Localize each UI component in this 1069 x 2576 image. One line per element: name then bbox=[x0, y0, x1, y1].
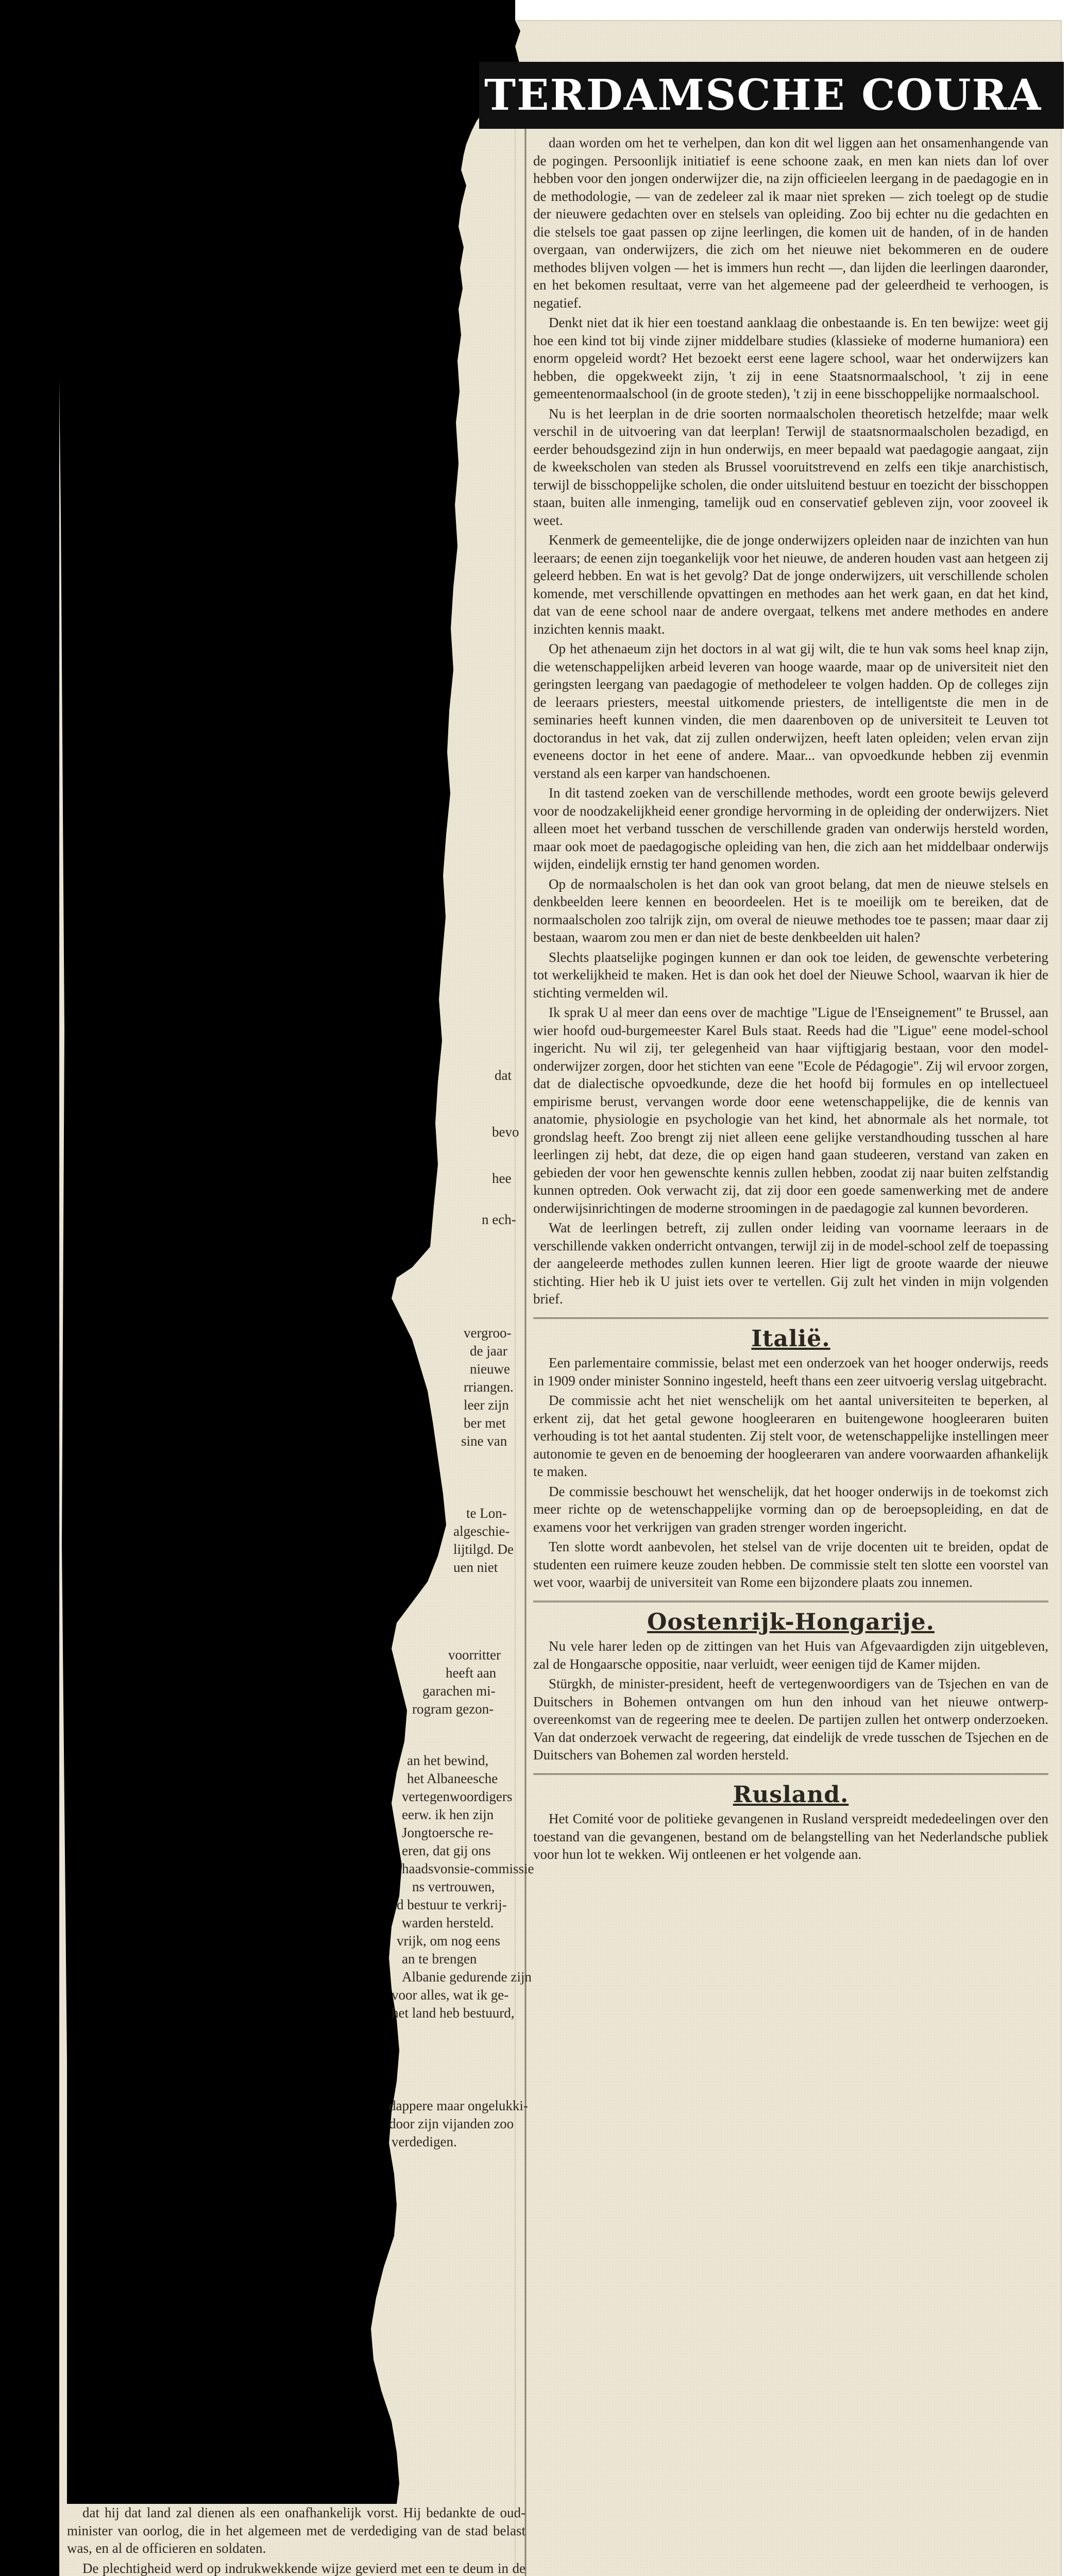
left-fragment: verdedigen. bbox=[392, 2134, 457, 2149]
left-fragment: rriangen. bbox=[464, 1379, 514, 1395]
left-fragment: voor alles, wat ik ge- bbox=[392, 1987, 509, 2003]
article-paragraph: Kenmerk de gemeentelijke, die de jonge onderwijzers opleiden naar de inzichten van hun leeraars; de eenen zijn toegankelijk voor het nieuwe, de anderen houden vast aan hetgeen zij geleerd hebben. En wat is het gevolg? Dat de jonge onderwijzers, uit verschillende scholen komende, met verschillende opvattingen en methodes aan het werk gaan, en dat het kind, dat van de eene school naar de andere overgaat, telkens met andere methodes en andere inzichten kennis maakt. bbox=[533, 532, 1048, 637]
italie-paragraph: Ten slotte wordt aanbevolen, het stelsel van de vrije docenten uit te breiden, opdat de studenten een ruimere keuze zouden hebben. De commissie stelt ten slotte een voorstel van wet voor, waarbij de universiteit van Rome een bijzondere plaats zou innemen. bbox=[533, 1539, 1048, 1590]
left-fragment: uen niet bbox=[453, 1560, 498, 1575]
article-paragraph: Op het athenaeum zijn het doctors in al wat gij wilt, die te hun vak soms heel knap zijn, die wetenschappelijken arbeid leveren van hooge waarde, maar op de universiteit niet den geringsten leergang van paedagogie of methodeleer te volgen hadden. Op de colleges zijn de leeraars priesters, meestal uitkomende priesters, de intelligentste die men in de seminaries heeft kunnen vinden, die men daarenboven op de universiteit te Leuven tot doctorandus in het vak, dat zij zullen onderwijzen, heeft laten opleiden; velen ervan zijn eveneens doctor in het eene of andere. Maar... van opvoedkunde hebben zij evenmin verstand als een karper van handschoenen. bbox=[533, 641, 1048, 781]
left-fragment: vertegenwoordigers bbox=[402, 1789, 513, 1804]
left-fragment: nieuwe bbox=[470, 1361, 510, 1377]
left-fragment: te Lon- bbox=[466, 1505, 507, 1521]
left-fragment: an het bewind, bbox=[407, 1753, 489, 1768]
rusland-paragraph: Het Comité voor de politieke gevangenen in Rusland verspreidt mededeelingen over den toestand van die gevangenen, bestand om de belangstelling van het Nederlandsche publiek voor hun lot te wekken. Wij ontleenen er het volgende aan. bbox=[533, 1811, 1048, 1862]
left-fragment: vrijk, om nog eens bbox=[397, 1933, 500, 1948]
left-fragment: rogram gezon- bbox=[412, 1701, 494, 1717]
left-fragment: bevo bbox=[492, 1124, 519, 1140]
left-fragment: ns vertrouwen, bbox=[412, 1879, 495, 1894]
left-top-paragraph: dat hij dat land zal dienen als een onafhankelijk vorst. Hij bedankte de oud-minister van oorlog, die in het algemeen met de verdediging van de stad belast was, en al de officieren en soldaten. bbox=[67, 2505, 525, 2556]
left-fragment: door zijn vijanden zoo bbox=[389, 2116, 514, 2131]
section-divider bbox=[533, 1317, 1048, 1319]
oostenrijk-paragraph: Stürgkh, de minister-president, heeft de vertegenwoordigers van de Tsjechen en van de Duitschers in Bohemen ontvangen om hun den inhoud van het nieuwe ontwerp-overeenkomst van de regeering mee te deelen. De partijen zullen het ontwerp onderzoeken. Van dat onderzoek verwacht de regeering, dat eindelijk de vrede tusschen de Tsjechen en de Duitschers van Bohemen zal worden hersteld. bbox=[533, 1676, 1048, 1762]
left-fragment: Albanie gedurende zijn bbox=[402, 1969, 532, 1985]
left-margin-black bbox=[0, 0, 59, 2576]
left-fragment: leer zijn bbox=[464, 1397, 509, 1413]
left-fragment: vergroo- bbox=[464, 1325, 512, 1341]
left-fragment: d bestuur te verkrij- bbox=[397, 1897, 507, 1912]
section-heading-rusland: Rusland. bbox=[733, 1781, 849, 1808]
right-column bbox=[533, 134, 1048, 2576]
section-heading-oostenrijk: Oostenrijk-Hongarije. bbox=[647, 1608, 935, 1635]
left-fragment: hee bbox=[492, 1171, 512, 1186]
article-paragraph: Slechts plaatselijke pogingen kunnen er dan ook toe leiden, de gewenschte verbetering tot werkelijkheid te maken. Het is dan ook het doel der Nieuwe School, waarvan ik hier de stichting vermelden wil. bbox=[533, 949, 1048, 1001]
left-fragment: sine van bbox=[461, 1433, 507, 1449]
left-fragment: warden hersteld. bbox=[402, 1915, 494, 1930]
left-fragment: n ech- bbox=[482, 1212, 516, 1227]
masthead-title: TERDAMSCHE COURA bbox=[484, 71, 1042, 120]
article-paragraph: In dit tastend zoeken van de verschillende methodes, wordt een groote bewijs geleverd voor de noodzakelijkheid eener grondige hervorming in de opleiding der onderwijzers. Niet alleen moet het verband tusschen de verschillende graden van onderwijs hersteld worden, maar ook moet de paedagogische opleiding van hen, die zich aan het middelbaar onderwijs wijden, eindelijk ernstig ter hand genomen worden. bbox=[533, 785, 1048, 872]
italie-paragraph: Een parlementaire commissie, belast met een onderzoek van het hooger onderwijs, reeds in 1909 onder minister Sonnino ingesteld, heeft thans een zeer uitvoerig verslag uitgebracht. bbox=[533, 1355, 1048, 1388]
left-fragment: heeft aan bbox=[446, 1665, 497, 1681]
left-fragment: het land heb bestuurd, bbox=[392, 2005, 515, 2021]
left-fragment: dappere maar ongelukki- bbox=[389, 2098, 528, 2113]
left-fragment: eren, dat gij ons bbox=[402, 1843, 491, 1858]
left-fragment: voorritter bbox=[448, 1647, 501, 1663]
article-paragraph: Ik sprak U al meer dan eens over de machtige "Ligue de l'Enseignement" te Brussel, aan wier hoofd oud-burgemeester Karel Buls staat. Reeds had die "Ligue" eene model-school ingericht. Nu wil zij, ter gelegenheid van haar vijftigjarig bestaan, voor den model-onderwijzer zorgen, door het stichten van eene "Ecole de Pédagogie". Zij wil ervoor zorgen, dat de dialectische opvoedkunde, deze die het hoofd bij formules en op intellectueel empirisme berust, vervangen worde door eene wetenschappelijke, die de kennis van anatomie, physiologie en psychologie van het kind, het abnormale als het normale, tot grondslag heeft. Zoo brengt zij niet alleen eene gelijke verstandhouding tusschen al hare leerlingen zij hebt, dat deze, die op eigen hand gaan studeeren, verstand van zaken en gebieden der voor hen gewenschte kennis zullen hebben, zoodat zij naar buiten zelfstandig kunnen optreden. Ook verwacht zij, dat zij door een goede samenwerking met de andere onderwijsinrichtingen de moderne stroomingen in de paedagogie zal kunnen bevorderen. bbox=[533, 1005, 1048, 1216]
left-top-paragraph: De plechtigheid werd op indrukwekkende wijze gevierd met een te deum in de bbox=[82, 2560, 525, 2576]
italie-paragraph: De commissie acht het niet wenschelijk om het aantal universiteiten te beperken, al erkent zij, dat het getal gewone hoogleeraren en buitengewone hoogleeraren buiten verhouding is tot het aantal studenten. Zij stelt voor, de wetenschappelijke instellingen meer autonomie te geven en de benoeming der hoogleeraren van andere voorwaarden afhankelijk te maken. bbox=[533, 1393, 1048, 1479]
italie-paragraph: De commissie beschouwt het wenschelijk, dat het hooger onderwijs in de toekomst zich meer richte op de wetenschappelijke vorming dan op de beroepsopleiding, en dat de examens voor het verkrijgen van graden strenger worden ingericht. bbox=[533, 1483, 1048, 1535]
left-fragment: ber met bbox=[464, 1415, 506, 1431]
left-fragment: algeschie- bbox=[453, 1523, 510, 1539]
left-fragment: het Albaneesche bbox=[407, 1771, 498, 1786]
left-fragment: dat bbox=[495, 1067, 512, 1083]
left-column bbox=[67, 2504, 525, 2576]
left-fragment: eerw. ik hen zijn bbox=[402, 1807, 494, 1822]
section-heading-italie: Italië. bbox=[751, 1325, 830, 1352]
oostenrijk-paragraph: Nu vele harer leden op de zittingen van het Huis van Afgevaardigden zijn uitgebleven, zal de Hongaarsche oppositie, naar verluidt, weer eenigen tijd de Kamer mijden. bbox=[533, 1638, 1048, 1672]
left-fragment: haadsvonsie-commissie bbox=[402, 1861, 534, 1876]
left-fragment: garachen mi- bbox=[422, 1683, 496, 1699]
section-divider bbox=[533, 1773, 1048, 1775]
left-fragment: de jaar bbox=[470, 1343, 507, 1359]
left-fragment: an te brengen bbox=[402, 1951, 477, 1967]
article-paragraph: Op de normaalscholen is het dan ook van groot belang, dat men de nieuwe stelsels en denkbeelden leere kennen en beoordeelen. Het is te moeilijk om te bereiken, dat de normaalscholen zoo talrijk zijn, om overal de nieuwe methodes toe te passen; maar daar zij bestaan, waarom zou men er dan niet de beste denkbeelden uit halen? bbox=[533, 876, 1048, 945]
left-fragment: lijtilgd. De bbox=[453, 1541, 514, 1557]
left-fragment: Jongtoersche re- bbox=[402, 1825, 494, 1840]
article-paragraph: Denkt niet dat ik hier een toestand aanklaag die onbestaande is. En ten bewijze: weet gij hoe een kind tot bij vinde zijner middelbare studies (klassieke of moderne humaniora) een enorm opgeleid wordt? Het bezoekt eerst eene lagere school, waar het onderwijzers kan hebben, die opgekweekt zijn, 't zij in eene Staatsnormaalschool, 't zij in eene gemeentenormaalschool (in de groote steden), 't zij in eene bisschoppelijke normaalschool. bbox=[533, 315, 1048, 401]
article-paragraph: Wat de leerlingen betreft, zij zullen onder leiding van voorname leeraars in de verschillende vakken onderricht ontvangen, terwijl zij in de model-school zelf de toepassing der aangeleerde methodes zullen kunnen leeren. Hier ligt de groote waarde der nieuwe stichting. Hier heb ik U juist iets over te vertellen. Gij zult het vinden in mijn volgenden brief. bbox=[533, 1220, 1048, 1307]
article-paragraph: Nu is het leerplan in de drie soorten normaalscholen theoretisch hetzelfde; maar welk verschil in de uitvoering van dat leerplan! Terwijl de staatsnormaalscholen bezadigd, en eerder behoudsgezind zijn in hun onderwijs, en meer bepaald wat paedagogie aangaat, zijn de kweekscholen van steden als Brussel vooruitstrevend en zelfs een tikje anarchistisch, terwijl de bisschoppelijke scholen, die onder uitsluitend bestuur en toezicht der bisschoppen staan, buiten alle inmenging, tamelijk oud en conservatief gebleven zijn, voor zooveel ik weet. bbox=[533, 405, 1048, 528]
section-divider bbox=[533, 1601, 1048, 1602]
article-paragraph: daan worden om het te verhelpen, dan kon dit wel liggen aan het onsamenhangende van de pogingen. Persoonlijk initiatief is eene schoone zaak, en men kan niets dan lof over hebben voor den jongen onderwijzer die, na zijn officieelen leergang in de paedagogie en in de methodologie, — van de zedeleer zal ik maar niet spreken — zich toelegt op de studie der nieuwere gedachten over en stelsels van opleiding. Zoo bij echter nu die gedachten en die stelsels toe gaat passen op zijne leerlingen, die komen uit de handen, of in de handen overgaan, van onderwijzers, die zich om het nieuwe niet bekommeren en de oudere methodes blijven volgen — het is immers hun recht —, dan lijden die leerlingen daaronder, en het bekomen resultaat, verre van het algemeene pad der geleerdheid te verhoogen, is negatief. bbox=[533, 135, 1048, 311]
